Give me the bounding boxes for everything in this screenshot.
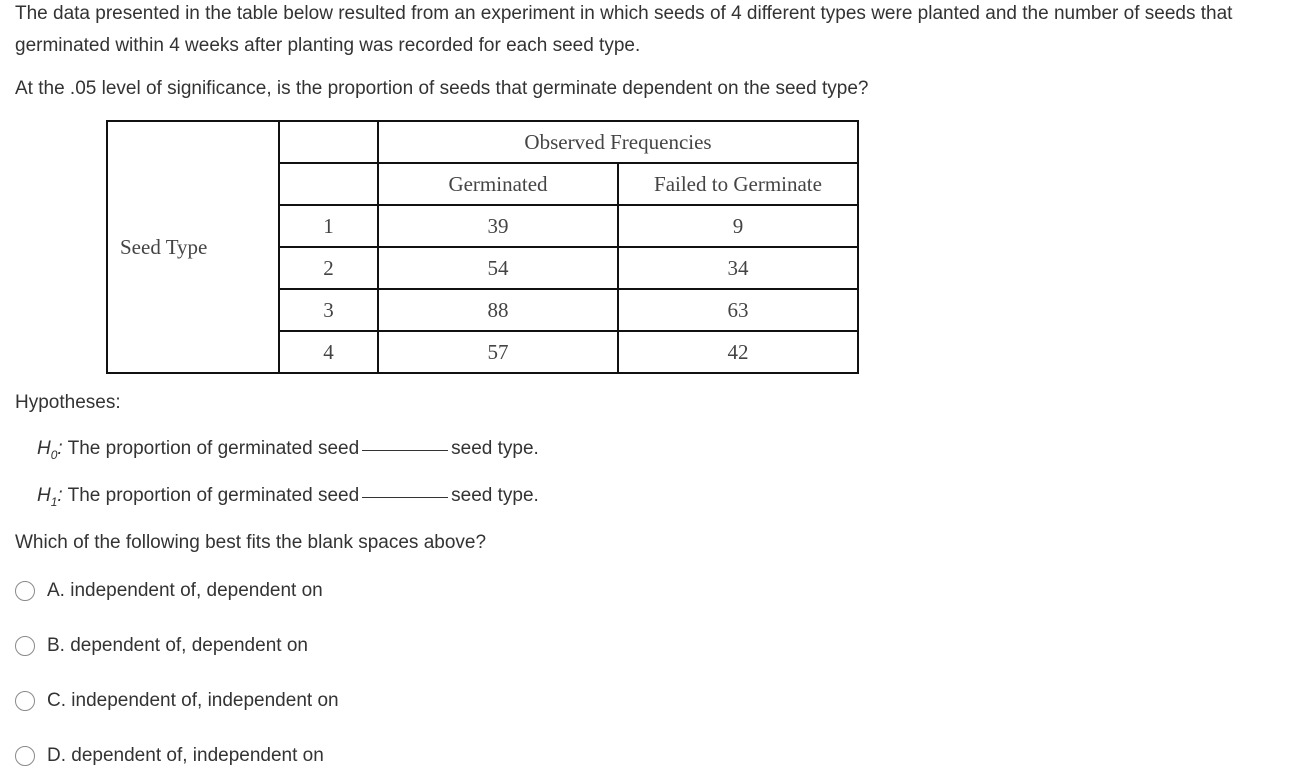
- germinated-cell: 39: [378, 205, 618, 247]
- table-title: Observed Frequencies: [378, 121, 858, 163]
- option-label[interactable]: A. independent of, dependent on: [47, 580, 323, 601]
- failed-cell: 34: [618, 247, 858, 289]
- column-header-failed: Failed to Germinate: [618, 163, 858, 205]
- seed-type-cell: 4: [279, 331, 378, 373]
- option-b[interactable]: [15, 635, 308, 657]
- seed-type-cell: 1: [279, 205, 378, 247]
- option-label[interactable]: C. independent of, independent on: [47, 690, 339, 711]
- observed-frequencies-table: [106, 120, 859, 374]
- null-hypothesis-symbol: $H_0$:: [37, 438, 63, 462]
- germinated-cell: 54: [378, 247, 618, 289]
- radio-button[interactable]: [15, 581, 35, 601]
- failed-cell: 63: [618, 289, 858, 331]
- question-text: At the .05 level of significance, is the proportion of seeds that germinate dependent on the seed type?: [15, 78, 869, 99]
- empty-cell: [279, 121, 378, 163]
- seed-type-cell: 3: [279, 289, 378, 331]
- option-label[interactable]: D. dependent of, independent on: [47, 745, 324, 766]
- blank-line: [362, 450, 448, 451]
- intro-text: The data presented in the table below resulted from an experiment in which seeds of 4 different types were planted and the number of seeds that germinated within 4 weeks after planting was recorded for each seed type.: [15, 3, 1233, 56]
- prompt-text: Which of the following best fits the blank spaces above?: [15, 532, 487, 553]
- blank-line: [362, 497, 448, 498]
- failed-cell: 42: [618, 331, 858, 373]
- option-label[interactable]: B. dependent of, dependent on: [47, 635, 308, 656]
- column-header-germinated: Germinated: [378, 163, 618, 205]
- radio-button[interactable]: [15, 746, 35, 766]
- alternative-hypothesis-symbol: $H_1$:: [37, 485, 63, 509]
- null-hypothesis: $H_0$: The proportion of germinated seed seed type.: [37, 438, 539, 462]
- option-a[interactable]: [15, 580, 323, 602]
- germinated-cell: 88: [378, 289, 618, 331]
- empty-cell: [279, 163, 378, 205]
- failed-cell: 9: [618, 205, 858, 247]
- table-title-row: [107, 121, 858, 163]
- seed-type-cell: 2: [279, 247, 378, 289]
- radio-button[interactable]: [15, 691, 35, 711]
- hypotheses-title: Hypotheses:: [15, 392, 121, 413]
- alternative-hypothesis: $H_1$: The proportion of germinated seed seed type.: [37, 485, 539, 509]
- option-c[interactable]: [15, 690, 339, 712]
- radio-button[interactable]: [15, 636, 35, 656]
- seed-type-label: Seed Type: [107, 121, 279, 373]
- option-d[interactable]: [15, 745, 324, 767]
- germinated-cell: 57: [378, 331, 618, 373]
